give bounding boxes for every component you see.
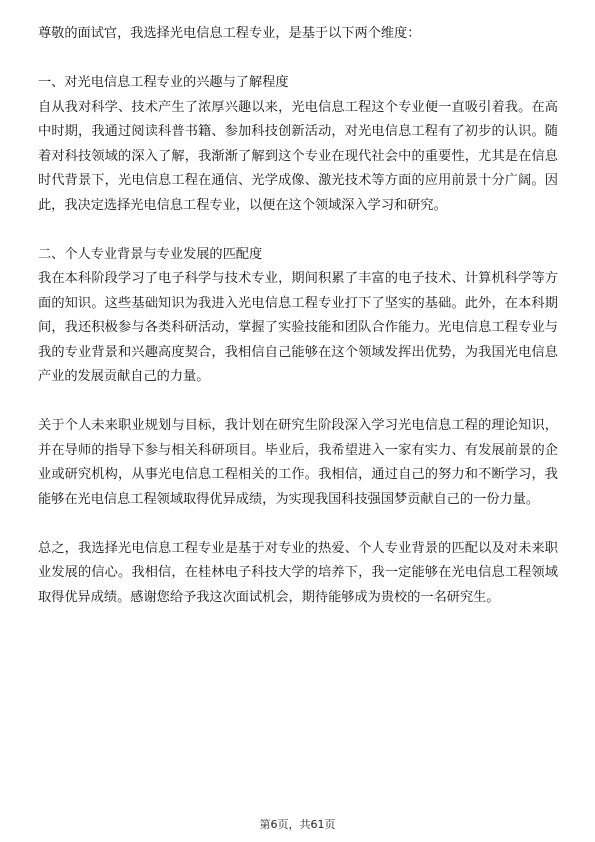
document-page bbox=[38, 22, 558, 610]
conclusion-paragraph: 总之，我选择光电信息工程专业是基于对专业的热爱、个人专业背景的匹配以及对未来职业发展的信心。我相信，在桂林电子科技大学的培养下，我一定能够在光电信息工程领域取得优异成绩。感谢您给予我这次面试机会，期待能够成为贵校的一名研究生。 bbox=[38, 540, 558, 605]
section1-body: 自从我对科学、技术产生了浓厚兴趣以来，光电信息工程这个专业便一直吸引着我。在高中时期，我通过阅读科普书籍、参加科技创新活动，对光电信息工程有了初步的认识。随着对科技领域的深入了解，我渐渐了解到这个专业在现代社会中的重要性，尤其是在信息时代背景下，光电信息工程在通信、光学成像、激光技术等方面的应用前景十分广阔。因此，我决定选择光电信息工程专业，以便在这个领域深入学习和研究。 bbox=[38, 99, 558, 213]
paragraph-spacer bbox=[38, 390, 558, 415]
section1-heading: 一、对光电信息工程专业的兴趣与了解程度 bbox=[38, 75, 289, 90]
greeting-paragraph: 尊敬的面试官，我选择光电信息工程专业，是基于以下两个维度： bbox=[38, 26, 421, 41]
paragraph-spacer bbox=[38, 47, 558, 72]
section2-heading: 二、个人专业背景与专业发展的匹配度 bbox=[38, 246, 263, 262]
career-paragraph: 关于个人未来职业规划与目标，我计划在研究生阶段深入学习光电信息工程的理论知识，并在导师的指导下参与相关科研项目。毕业后，我希望进入一家有实力、有发展前景的企业或研究机构，从事光电信息工程相关的工作。我相信，通过自己的努力和不断学习，我能够在光电信息工程领域取得优异成绩，为实现我国科技强国梦贡献自己的一份力量。 bbox=[38, 418, 558, 507]
paragraph-spacer bbox=[38, 512, 558, 537]
section2-body: 我在本科阶段学习了电子科学与技术专业，期间积累了丰富的电子技术、计算机科学等方面的知识。这些基础知识为我进入光电信息工程专业打下了坚实的基础。此外，在本科期间，我还积极参与各类科研活动，掌握了实验技能和团队合作能力。光电信息工程专业与我的专业背景和兴趣高度契合，我相信自己能够在这个领域发挥出优势，为我国光电信息产业的发展贡献自己的力量。 bbox=[38, 271, 558, 384]
paragraph-spacer bbox=[38, 218, 558, 243]
page-number-footer: 第6页，共61页 bbox=[259, 818, 336, 831]
